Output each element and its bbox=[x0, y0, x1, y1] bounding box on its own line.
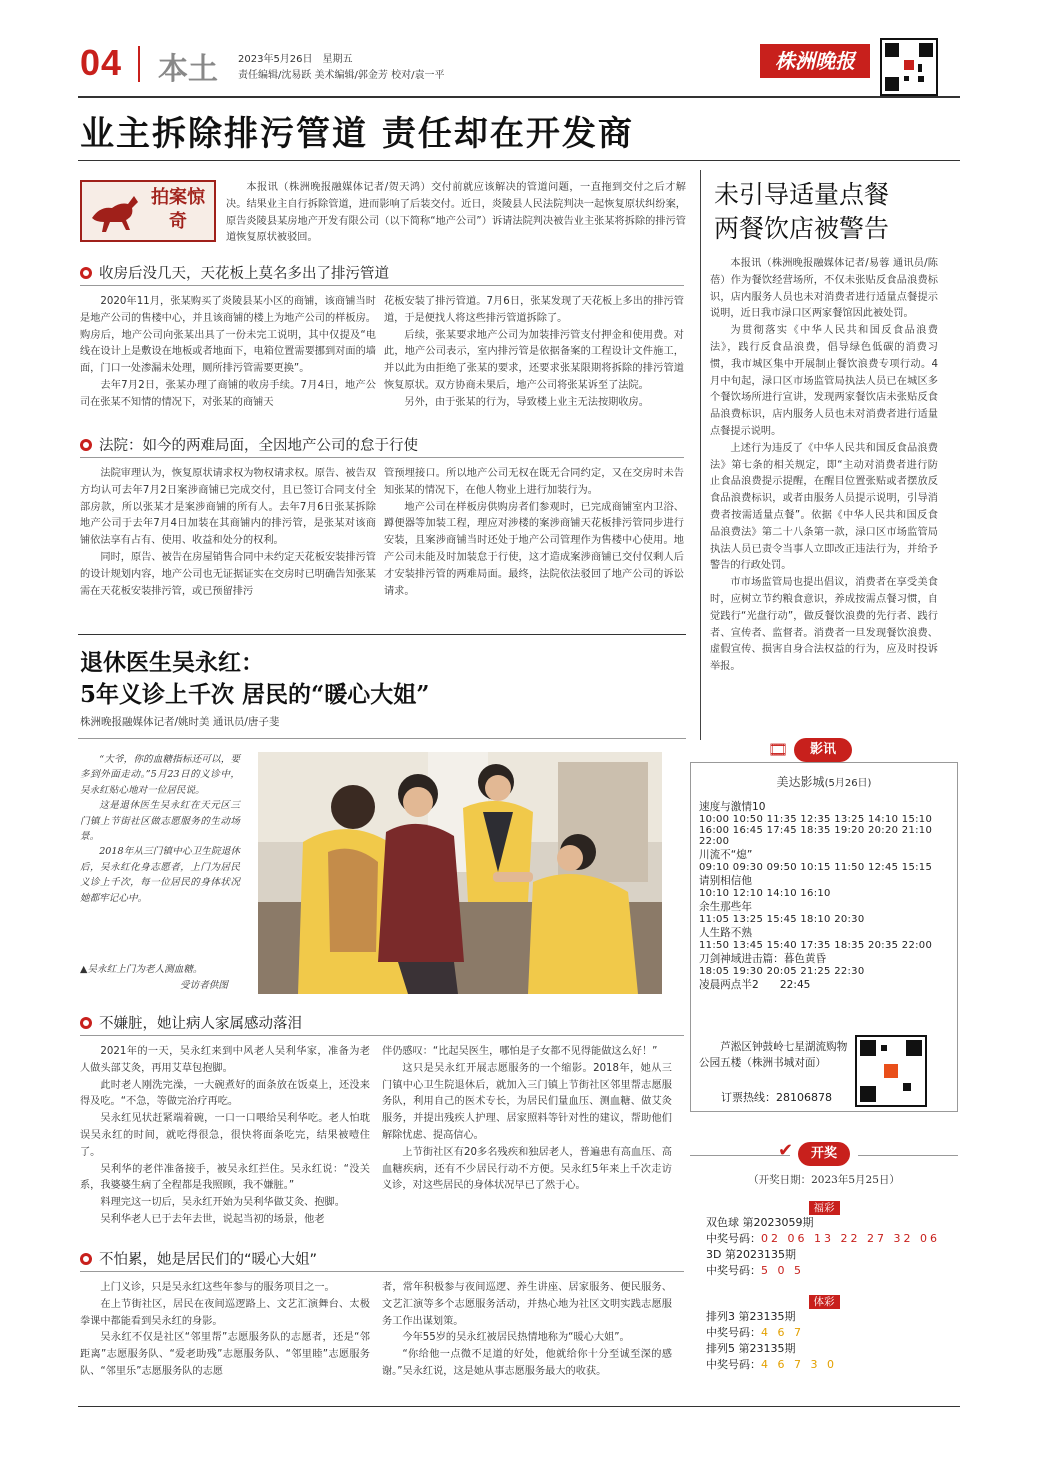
paragraph: 后续，张某要求地产公司为加装排污管支付押金和使用费。对此，地产公司表示，室内排污管是依据备案的工程设计文件施工，并以此为由拒绝了张某的要求，还要求张某限期将拆除的排污管道恢复原状。双方协商未果后，地产公司将张某诉至了法院。 bbox=[384, 329, 684, 391]
paragraph: 吴永红不仅是社区“邻里帮”志愿服务队的志愿者，还是“邻距离”志愿服务队、“爱老助残”志愿服务队、“邻里睦”志愿服务队、“邻里乐”志愿服务队的志愿 bbox=[80, 1332, 370, 1377]
sec4-col2 bbox=[382, 1280, 672, 1381]
paragraph: 今年55岁的吴永红被居民热情地称为“暖心大姐”。 bbox=[402, 1332, 630, 1344]
photo-credit: 受访者供图 bbox=[180, 980, 228, 991]
page-number: 04 bbox=[80, 42, 123, 83]
checkmark-icon: ✔ bbox=[778, 1140, 794, 1161]
main-lead: 本报讯（株洲晚报融媒体记者/贺天鸿）交付前就应该解决的管道问题，一直拖到交付之后才解决。结果业主自行拆除管道，进而影响了后装交付。近日，炎陵县人民法院判决一起恢复原状纠纷案，原告炎陵县某房地产开发有限公司（以下简称“地产公司”）诉请法院判决被告业主张某将拆除的排污管道恢复原状被驳回。 bbox=[226, 182, 686, 244]
subhead-3-text: 不嫌脏，她让病人家属感动落泪 bbox=[99, 1016, 302, 1032]
paragraph: 2020年11月，张某购买了炎陵县某小区的商铺，该商铺当时是地产公司的售楼中心，并且该商铺的楼上为地产公司的样板房。购房后，地产公司向张某出具了一份未完工说明，其中仅提及“电线在设计上是敷设在地板或者地面下，电箱位置需要挪到对面的墙面，门口一处渗漏未处理，厕所排污管需要更换”。 bbox=[80, 296, 376, 375]
cinema-badge bbox=[794, 738, 852, 762]
lottery-badge bbox=[798, 1142, 850, 1166]
showtimes: 22:00 bbox=[699, 836, 730, 847]
lottery-badge-text: 开奖 bbox=[810, 1146, 837, 1161]
side-headline bbox=[714, 178, 889, 246]
p5-numbers: 4 6 7 3 0 bbox=[761, 1358, 837, 1371]
paragraph: 上述行为违反了《中华人民共和国反食品浪费法》第七条的相关规定，即“主动对消费者进行防止食品浪费提示提醒，在醒目位置张贴或者摆放反食品浪费标识，或者由服务人员提示说明，引导消费者按需适量点餐”。依据《中华人民共和国反食品浪费法》第二十八条第一款，渌口区市场监管局执法人员已责令当事人立即改正违法行为，并给予警告的行政处罚。 bbox=[710, 442, 938, 572]
sports-section bbox=[690, 1290, 958, 1309]
paragraph: 料理完这一切后，吴永红开始为吴利华做艾灸、抱脚。 bbox=[100, 1197, 345, 1209]
movie-list bbox=[699, 799, 951, 992]
subhead-4-text: 不怕累，她是居民们的“暖心大姐” bbox=[99, 1252, 318, 1268]
fc3d-numbers-row bbox=[706, 1262, 804, 1278]
volunteer-photo bbox=[258, 752, 662, 994]
subhead-2 bbox=[80, 434, 418, 455]
cinema-name: 美达影城 bbox=[776, 775, 825, 789]
headline-rule bbox=[78, 160, 960, 161]
masthead-divider bbox=[138, 46, 140, 82]
showtimes: 11:50 13:45 15:40 17:35 18:35 20:35 22:00 bbox=[699, 940, 933, 951]
cinema-heading bbox=[691, 773, 957, 790]
welfare-section bbox=[690, 1196, 958, 1215]
cinema-badge-text: 影讯 bbox=[809, 742, 836, 757]
p3-label: 中奖号码： bbox=[706, 1326, 761, 1339]
p3-line: 排列3 第23135期 bbox=[706, 1310, 796, 1323]
ssq-numbers: 02 06 13 22 27 32 06 bbox=[761, 1232, 940, 1245]
paragraph: 同时，原告、被告在房屋销售合同中未约定天花板安装排污管的设计规划内容，地产公司也无证据证实在交房时已明确告知张某需在天花板安装排污管，或已预留排污 bbox=[80, 551, 376, 597]
paragraph: 此时老人刚洗完澡，一大碗煮好的面条放在饭桌上，还没来得及吃。“不急，等做完治疗再吃。 bbox=[80, 1079, 370, 1108]
main-headline: 业主拆除排污管道 责任却在开发商 bbox=[80, 114, 634, 154]
fc3d-line: 3D 第2023135期 bbox=[706, 1248, 796, 1261]
fc3d-label: 中奖号码： bbox=[706, 1264, 761, 1277]
stamp-text: 拍案惊奇 bbox=[151, 187, 205, 232]
paragraph: 法院审理认为，恢复原状请求权为物权请求权。原告、被告双方均认可去年7月2日案涉商铺已完成交付，且已签订合同支付全部房款，所以张某才是案涉商铺的所有人。去年7月6日张某拆除地产公司于去年7月4日加装在其商铺内的排污管，是张某对该商铺依法享有占有、使用、收益和处分的权利。 bbox=[80, 468, 376, 547]
movie-title: 速度与激情10 bbox=[699, 801, 766, 813]
sec2-col1 bbox=[80, 466, 376, 600]
p5-line: 排列5 第23135期 bbox=[706, 1342, 796, 1355]
ssq-line: 双色球 第2023059期 bbox=[706, 1216, 814, 1229]
paragraph: 管预埋接口。所以地产公司无权在既无合同约定，又在交房时未告知张某的情况下，在他人物业上进行加装行为。 bbox=[384, 468, 684, 496]
paragraph: 伴仍感叹：“比起吴医生，哪怕是子女都不见得能做这么好！” bbox=[382, 1046, 658, 1057]
movie-title: 请别相信他 bbox=[699, 875, 752, 887]
sec2-col2 bbox=[384, 466, 684, 600]
subhead-2-rule bbox=[80, 457, 684, 458]
cinema-hotline: 订票热线：28106878 bbox=[721, 1091, 832, 1104]
lottery-rule-right bbox=[858, 1155, 958, 1156]
date-line: 2023年5月26日 星期五 bbox=[238, 54, 353, 65]
section-name: 本土 bbox=[158, 52, 218, 87]
movie-title: 川流不“熄” bbox=[699, 849, 753, 861]
cinema-qr-code-icon bbox=[855, 1035, 927, 1107]
lottery-rule-left bbox=[690, 1155, 790, 1156]
page-bottom-rule bbox=[78, 1406, 960, 1407]
feature-intro bbox=[80, 752, 240, 906]
paragraph: 2021年的一天，吴永红来到中风老人吴利华家，准备为老人做头部艾灸，再用艾草包抱脚。 bbox=[80, 1046, 370, 1074]
showtimes: 16:00 16:45 17:45 18:35 19:20 20:20 21:10 bbox=[699, 825, 933, 836]
movie-title: 凌晨两点半2 22:45 bbox=[699, 979, 811, 991]
paragraph: 为贯彻落实《中华人民共和国反食品浪费法》，践行反食品浪费，倡导绿色低碳的消费习惯，我市城区集中开展制止餐饮浪费专项行动。4月中旬起，渌口区市场监管局执法人员已在城区多个餐饮场所进行宣讲，发现两家餐饮店未张贴反食品浪费标识，店内服务人员也未对消费者进行适量点餐提示说明。 bbox=[710, 325, 938, 437]
ssq-numbers-row bbox=[706, 1230, 940, 1246]
qr-code-icon bbox=[880, 38, 938, 96]
subhead-1-text: 收房后没几天，天花板上莫名多出了排污管道 bbox=[99, 266, 389, 282]
sports-tag: 体彩 bbox=[809, 1295, 840, 1309]
showtimes: 09:10 09:30 09:50 10:15 11:50 12:45 15:15 bbox=[699, 862, 933, 873]
paragraph: 这是退休医生吴永红在天元区三门镇上节街社区做志愿服务的生动场景。 bbox=[80, 800, 240, 843]
subhead-bullet-icon bbox=[80, 439, 92, 451]
paragraph: 这只是吴永红开展志愿服务的一个缩影。2018年，她从三门镇中心卫生院退休后，就加入三门镇上节街社区邻里帮志愿服务队，利用自己的医术专长，为居民们量血压、测血糖、做艾灸服务，并提出残疾人护理、居家照料等针对性的建议，帮助他们解除忧虑、提高信心。 bbox=[382, 1062, 672, 1141]
paragraph: 本报讯（株洲晚报融媒体记者/易蓉 通讯员/陈蓓）作为餐饮经营场所，不仅未张贴反食品浪费标识，店内服务人员也未对消费者进行适量点餐提示说明，近日我市渌口区两家餐馆因此被处罚。 bbox=[710, 258, 938, 320]
feature-title-line1: 退休医生吴永红： bbox=[80, 649, 264, 676]
paragraph: 另外，由于张某的行为，导致楼上业主无法按期收房。 bbox=[404, 396, 649, 408]
story-divider bbox=[78, 634, 686, 635]
subhead-4-rule bbox=[80, 1271, 684, 1272]
p5-label: 中奖号码： bbox=[706, 1358, 761, 1371]
p3-numbers: 4 6 7 bbox=[761, 1326, 804, 1339]
showtimes: 10:10 12:10 14:10 16:10 bbox=[699, 888, 831, 899]
lottery-date: （开奖日期：2023年5月25日） bbox=[748, 1174, 900, 1186]
photo-caption: ▲吴永红上门为老人测血糖。 bbox=[80, 964, 203, 975]
welfare-tag: 福彩 bbox=[809, 1201, 840, 1215]
subhead-bullet-icon bbox=[80, 267, 92, 279]
masthead-rule bbox=[78, 96, 960, 98]
paragraph: 吴利华老人已于去年去世，说起当初的场景，他老 bbox=[100, 1213, 325, 1225]
editors-line: 责任编辑/沈易跃 美术编辑/郭金芳 校对/袁一平 bbox=[238, 70, 445, 81]
subhead-bullet-icon bbox=[80, 1253, 92, 1265]
side-headline-line2: 两餐饮店被警告 bbox=[714, 214, 890, 243]
film-reel-icon: 🎞 bbox=[768, 740, 789, 759]
horse-icon bbox=[86, 184, 146, 238]
sec1-col1 bbox=[80, 294, 376, 412]
side-headline-line1: 未引导适量点餐 bbox=[714, 180, 890, 209]
subhead-3 bbox=[80, 1012, 302, 1033]
paragraph: “你给他一点微不足道的好处，他就给你十分至诚至深的感谢。”吴永红说，这是她从事志愿服务最大的收获。 bbox=[382, 1349, 672, 1377]
newspaper-logo: 株洲晚报 bbox=[760, 44, 870, 78]
paragraph: 地产公司在样板房供购房者们参观时，已完成商铺室内卫浴、蹲便器等加装工程，理应对涉楼的案涉商铺天花板排污管同步进行安装，且案涉商铺当时还处于地产公司管理作为售楼中心使用。地产公司未能及时加装怠于行使，这才造成案涉商铺已交付仅剩人后才安装排污管的两难局面。最终，法院依法驳回了地产公司的诉讼请求。 bbox=[384, 501, 684, 597]
byline-rule bbox=[78, 738, 686, 739]
feature-byline: 株洲晚报融媒体记者/姚时美 通讯员/唐子斐 bbox=[80, 716, 280, 728]
paragraph: “大爷，你的血糖指标还可以，要多到外面走动。”5月23日的义诊中，吴永红贴心地对一位居民说。 bbox=[80, 754, 240, 796]
subhead-1 bbox=[80, 262, 389, 283]
volunteer-photo-illustration bbox=[258, 752, 662, 994]
cinema-box bbox=[690, 762, 958, 1112]
column-divider bbox=[700, 170, 701, 740]
movie-title: 余生那些年 bbox=[699, 901, 752, 913]
showtimes: 10:00 10:50 11:35 12:35 13:25 14:10 15:10 bbox=[699, 814, 933, 825]
paragraph: 市市场监管局也提出倡议，消费者在享受美食时，应树立节约粮食意识，养成按需点餐习惯，自觉践行“光盘行动”，做反餐饮浪费的先行者、践行者、宣传者、监督者。消费者一旦发现餐饮浪费、虚假宣传、损害自身合法权益的行为，应及时投诉举报。 bbox=[710, 577, 938, 673]
subhead-4 bbox=[80, 1248, 317, 1269]
paragraph: 吴利华的老伴准备接手，被吴永红拦住。吴永红说：“没关系，我婆婆生病了全程都是我照顾，我不嫌脏。” bbox=[80, 1163, 370, 1192]
paragraph: 上门义诊，只是吴永红这些年参与的服务项目之一。 bbox=[100, 1282, 335, 1293]
subhead-1-rule bbox=[80, 285, 684, 286]
movie-title: 刀剑神域进击篇：暮色黄昏 bbox=[699, 953, 827, 965]
subhead-2-text: 法院：如今的两难局面，全因地产公司的怠于行使 bbox=[99, 438, 418, 454]
paragraph: 花板安装了排污管道。7月6日，张某发现了天花板上多出的排污管道，于是便找人将这些排污管道拆除了。 bbox=[384, 296, 684, 324]
paragraph: 上节街社区有20多名残疾和独居老人，普遍患有高血压、高血糖疾病，还有不少居民行动不方便。吴永红5年来上千次走访义诊，对这些居民的身体状况早已了然于心。 bbox=[382, 1146, 672, 1192]
sec4-col1 bbox=[80, 1280, 370, 1381]
paragraph: 吴永红见状赶紧端着碗，一口一口喂给吴利华吃。老人怕耽误吴永红的时间，就吃得很急，很快将面条吃完，结果被噎住了。 bbox=[80, 1113, 370, 1158]
ssq-label: 中奖号码： bbox=[706, 1232, 761, 1245]
paragraph: 去年7月2日，张某办理了商铺的收房手续。7月4日，地产公司在张某不知情的情况下，对张某的商铺天 bbox=[80, 379, 376, 408]
showtimes: 18:05 19:30 20:05 21:25 22:30 bbox=[699, 966, 865, 977]
cinema-date: (5月26日) bbox=[824, 778, 872, 789]
sec1-col2 bbox=[384, 294, 684, 412]
cinema-address: 芦淞区钟鼓岭七星湖流购物公园五楼（株洲书城对面） bbox=[699, 1041, 848, 1069]
sec3-col2 bbox=[382, 1044, 672, 1195]
paragraph: 在上节街社区，居民在夜间巡逻路上、文艺汇演舞台、太极拳课中都能看到吴永红的身影。 bbox=[80, 1298, 370, 1327]
p3-numbers-row bbox=[706, 1324, 804, 1340]
p5-numbers-row bbox=[706, 1356, 837, 1372]
sec3-col1 bbox=[80, 1044, 370, 1229]
fc3d-numbers: 5 0 5 bbox=[761, 1264, 804, 1277]
paragraph: 2018年从三门镇中心卫生院退休后，吴永红化身志愿者，上门为居民义诊上千次，每一位居民的身体状况她都牢记心中。 bbox=[80, 846, 240, 904]
showtimes: 11:05 13:25 15:45 18:10 20:30 bbox=[699, 914, 865, 925]
movie-title: 人生路不熟 bbox=[699, 927, 752, 939]
subhead-bullet-icon bbox=[80, 1017, 92, 1029]
case-stamp bbox=[80, 180, 216, 242]
side-body bbox=[710, 256, 938, 676]
paragraph: 者，常年积极参与夜间巡逻、养生讲座、居家服务、便民服务、文艺汇演等多个志愿服务活动，并热心地为社区文明实践志愿服务工作出谋划策。 bbox=[382, 1282, 672, 1327]
subhead-3-rule bbox=[80, 1035, 684, 1036]
feature-title-line2: 5年义诊上千次 居民的“暖心大姐” bbox=[80, 681, 430, 708]
